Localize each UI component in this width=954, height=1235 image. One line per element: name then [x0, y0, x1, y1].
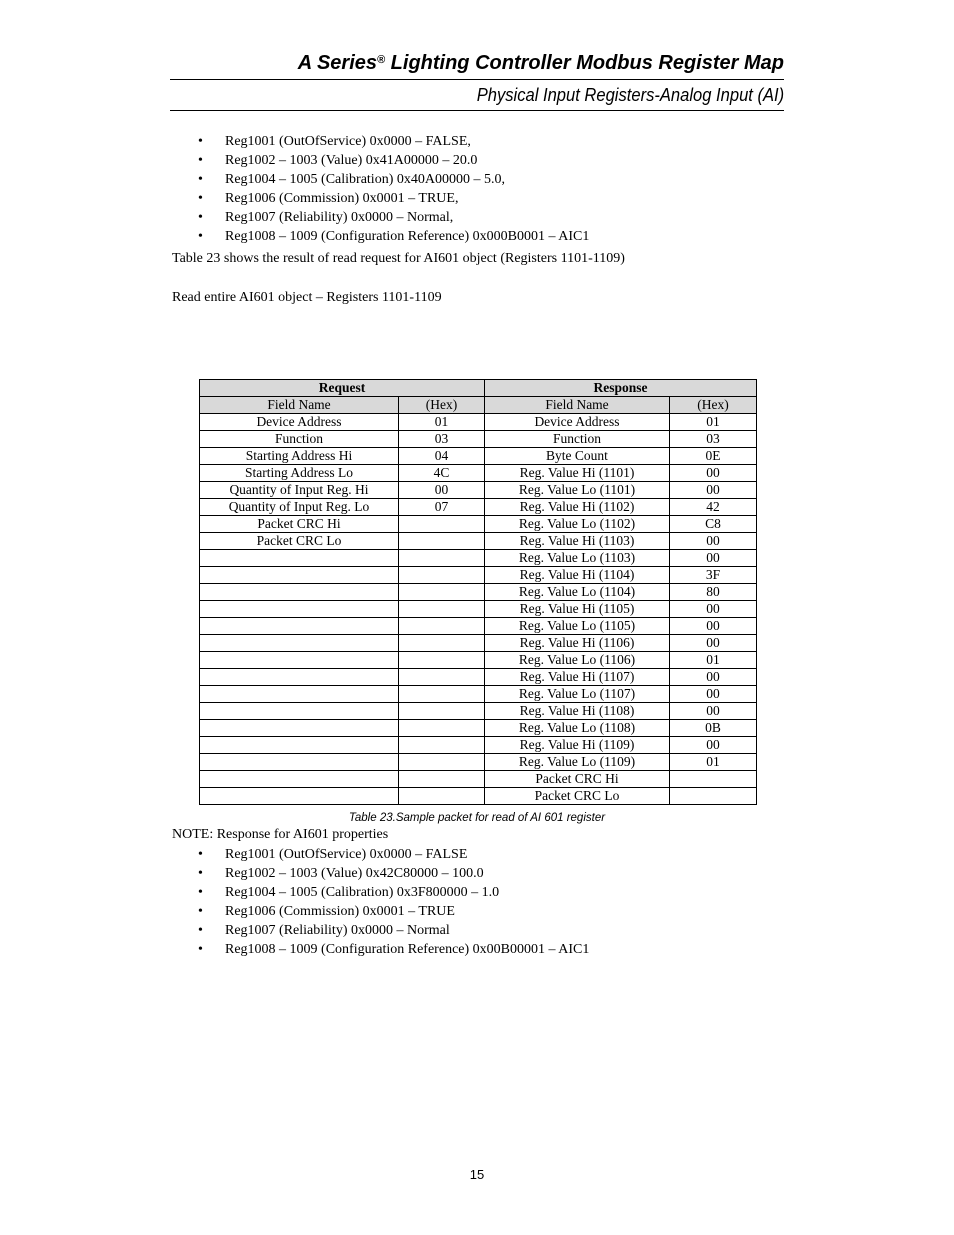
request-header: Request — [200, 380, 485, 397]
table-row — [200, 448, 757, 465]
table-cell: 42 — [670, 499, 757, 516]
register-values-list — [198, 132, 589, 246]
table-cell — [399, 788, 485, 805]
list-item: • Reg1004 – 1005 (Calibration) 0x3F800000 – 1.0 — [198, 883, 589, 902]
table-cell: 00 — [670, 533, 757, 550]
table-cell: 03 — [670, 431, 757, 448]
header-rule-top — [170, 79, 784, 80]
table-cell: 00 — [670, 618, 757, 635]
table-cell — [200, 754, 399, 771]
table-cell: Reg. Value Lo (1107) — [485, 686, 670, 703]
table-cell: Quantity of Input Reg. Hi — [200, 482, 399, 499]
table-cell — [399, 567, 485, 584]
table-cell — [200, 567, 399, 584]
table-cell: 00 — [670, 482, 757, 499]
table-cell: Reg. Value Lo (1101) — [485, 482, 670, 499]
table-cell: 00 — [670, 686, 757, 703]
table-row — [200, 635, 757, 652]
page-number: 15 — [469, 1167, 485, 1182]
table-cell — [399, 720, 485, 737]
table-cell: Reg. Value Hi (1105) — [485, 601, 670, 618]
table-cell — [399, 550, 485, 567]
table-row — [200, 431, 757, 448]
title-series: A Series — [297, 52, 377, 74]
table-cell — [200, 703, 399, 720]
read-heading: Read entire AI601 object – Registers 1101-1109 — [172, 290, 442, 305]
table-cell: Reg. Value Lo (1102) — [485, 516, 670, 533]
column-header: (Hex) — [399, 397, 485, 414]
packet-table — [199, 379, 757, 805]
table-row — [200, 533, 757, 550]
table-cell: Reg. Value Lo (1109) — [485, 754, 670, 771]
table-cell: 00 — [399, 482, 485, 499]
table-cell — [200, 652, 399, 669]
table-cell: Reg. Value Hi (1103) — [485, 533, 670, 550]
note-paragraph: NOTE: Response for AI601 properties — [172, 827, 389, 842]
table-cell: Function — [485, 431, 670, 448]
table-cell — [200, 737, 399, 754]
table-cell: 07 — [399, 499, 485, 516]
table-cell: 03 — [399, 431, 485, 448]
table-row — [200, 414, 757, 431]
table-cell — [399, 652, 485, 669]
table-row — [200, 516, 757, 533]
table-cell — [200, 788, 399, 805]
table-cell: 04 — [399, 448, 485, 465]
table-row — [200, 499, 757, 516]
table-cell — [399, 533, 485, 550]
table-cell: Reg. Value Hi (1109) — [485, 737, 670, 754]
table-cell — [399, 686, 485, 703]
table-cell: Packet CRC Hi — [485, 771, 670, 788]
table-row — [200, 652, 757, 669]
page-title — [298, 52, 784, 75]
table-row — [200, 737, 757, 754]
table-cell — [200, 584, 399, 601]
table-cell: Reg. Value Hi (1108) — [485, 703, 670, 720]
header-rule-bottom — [170, 110, 784, 111]
table-row — [200, 482, 757, 499]
table-cell: Reg. Value Lo (1103) — [485, 550, 670, 567]
table-cell: 01 — [670, 754, 757, 771]
table-cell: Reg. Value Lo (1108) — [485, 720, 670, 737]
table-cell — [399, 771, 485, 788]
table-cell: Reg. Value Hi (1104) — [485, 567, 670, 584]
table-cell: Reg. Value Hi (1102) — [485, 499, 670, 516]
table-cell: 3F — [670, 567, 757, 584]
table-cell: 0B — [670, 720, 757, 737]
list-item: • Reg1001 (OutOfService) 0x0000 – FALSE — [198, 845, 589, 864]
list-item: • Reg1006 (Commission) 0x0001 – TRUE, — [198, 189, 589, 208]
table-cell: 01 — [670, 414, 757, 431]
table-cell — [399, 754, 485, 771]
title-rest: Lighting Controller Modbus Register Map — [385, 52, 784, 74]
table-cell: Device Address — [200, 414, 399, 431]
table-cell — [200, 618, 399, 635]
table-cell — [670, 771, 757, 788]
table-cell — [200, 635, 399, 652]
table-row — [200, 584, 757, 601]
column-header: (Hex) — [670, 397, 757, 414]
table-cell: Packet CRC Lo — [200, 533, 399, 550]
table-cell: Byte Count — [485, 448, 670, 465]
table-cell — [200, 601, 399, 618]
intro-paragraph: Table 23 shows the result of read request for AI601 object (Registers 1101-1109) — [172, 251, 625, 266]
column-header: Field Name — [200, 397, 399, 414]
table-cell — [200, 771, 399, 788]
table-row — [200, 550, 757, 567]
table-cell: 00 — [670, 465, 757, 482]
table-cell: 00 — [670, 550, 757, 567]
list-item: • Reg1002 – 1003 (Value) 0x41A00000 – 20.0 — [198, 151, 589, 170]
table-cell: 00 — [670, 669, 757, 686]
table-cell: Packet CRC Hi — [200, 516, 399, 533]
table-cell: 01 — [670, 652, 757, 669]
table-cell — [399, 516, 485, 533]
list-item: • Reg1001 (OutOfService) 0x0000 – FALSE, — [198, 132, 589, 151]
table-cell: 01 — [399, 414, 485, 431]
table-cell — [670, 788, 757, 805]
table-row — [200, 788, 757, 805]
table-cell — [200, 686, 399, 703]
table-cell: 00 — [670, 737, 757, 754]
table-cell: Quantity of Input Reg. Lo — [200, 499, 399, 516]
table-cell: Reg. Value Hi (1101) — [485, 465, 670, 482]
table-row — [200, 669, 757, 686]
table-cell: 80 — [670, 584, 757, 601]
table-cell: Reg. Value Lo (1104) — [485, 584, 670, 601]
table-cell: C8 — [670, 516, 757, 533]
table-cell: 0E — [670, 448, 757, 465]
table-cell: Starting Address Lo — [200, 465, 399, 482]
list-item: • Reg1002 – 1003 (Value) 0x42C80000 – 100.0 — [198, 864, 589, 883]
response-header: Response — [485, 380, 757, 397]
table-cell — [200, 669, 399, 686]
table-row — [200, 601, 757, 618]
list-item: • Reg1004 – 1005 (Calibration) 0x40A00000 – 5.0, — [198, 170, 589, 189]
list-item: • Reg1008 – 1009 (Configuration Reference) 0x000B0001 – AIC1 — [198, 227, 589, 246]
table-cell — [399, 601, 485, 618]
table-row — [200, 754, 757, 771]
table-row — [200, 465, 757, 482]
table-cell — [399, 635, 485, 652]
list-item: • Reg1006 (Commission) 0x0001 – TRUE — [198, 902, 589, 921]
table-cell: 4C — [399, 465, 485, 482]
table-cell: Reg. Value Hi (1107) — [485, 669, 670, 686]
list-item: • Reg1008 – 1009 (Configuration Reference) 0x00B00001 – AIC1 — [198, 940, 589, 959]
table-row — [200, 567, 757, 584]
table-row — [200, 618, 757, 635]
list-item: • Reg1007 (Reliability) 0x0000 – Normal, — [198, 208, 589, 227]
table-cell: Function — [200, 431, 399, 448]
table-cell: Starting Address Hi — [200, 448, 399, 465]
table-cell: 00 — [670, 601, 757, 618]
table-cell: Reg. Value Lo (1105) — [485, 618, 670, 635]
table-cell: Packet CRC Lo — [485, 788, 670, 805]
table-row — [200, 703, 757, 720]
page-subtitle: Physical Input Registers-Analog Input (AI) — [476, 85, 784, 105]
list-item: • Reg1007 (Reliability) 0x0000 – Normal — [198, 921, 589, 940]
table-cell: Reg. Value Lo (1106) — [485, 652, 670, 669]
column-header: Field Name — [485, 397, 670, 414]
table-cell: Device Address — [485, 414, 670, 431]
table-cell: 00 — [670, 635, 757, 652]
response-values-list — [198, 845, 589, 959]
table-cell — [399, 618, 485, 635]
table-cell: 00 — [670, 703, 757, 720]
table-cell — [200, 550, 399, 567]
table-row — [200, 771, 757, 788]
table-cell — [399, 669, 485, 686]
table-cell — [399, 703, 485, 720]
table-cell — [399, 584, 485, 601]
registered-mark: ® — [377, 54, 386, 66]
table-cell — [399, 737, 485, 754]
table-caption: Table 23.Sample packet for read of AI 601 register — [348, 812, 606, 824]
table-cell: Reg. Value Hi (1106) — [485, 635, 670, 652]
table-row — [200, 720, 757, 737]
table-row — [200, 686, 757, 703]
table-cell — [200, 720, 399, 737]
